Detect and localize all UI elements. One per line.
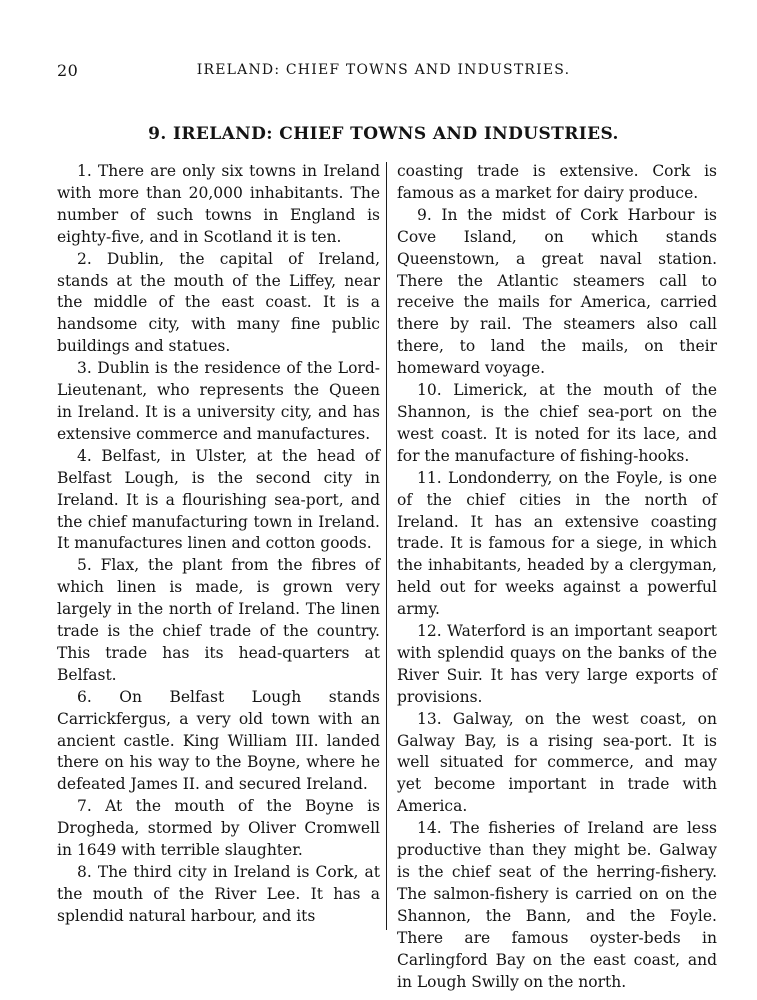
paragraph-8-continuation: coasting trade is extensive. Cork is famous as a market for dairy produce. — [397, 162, 717, 202]
paragraph-8: 8. The third city in Ireland is Cork, at the mouth of the River Lee. It has a splendid natural harbour, and its — [57, 863, 380, 925]
paragraph-7: 7. At the mouth of the Boyne is Drogheda, stormed by Oliver Cromwell in 1649 with terrible slaughter. — [57, 797, 380, 860]
paragraph-11: 11. Londonderry, on the Foyle, is one of the chief cities in the north of Ireland. It has an extensive coasting trade. It is famous for a siege, in which the inhabitants, headed by a clergyman, held out for weeks against a powerful army. — [397, 468, 717, 619]
section-title: 9. IRELAND: CHIEF TOWNS AND INDUSTRIES. — [148, 124, 619, 144]
paragraph-12: 12. Waterford is an important seaport with splendid quays on the banks of the River Suir. It has very large exports of provisions. — [397, 622, 717, 706]
paragraph-5: 5. Flax, the plant from the fibres of which linen is made, is grown very largely in the north of Ireland. The linen trade is the chief trade of the country. This trade has its head-quarters at Belfast. — [57, 556, 380, 684]
left-column — [57, 161, 380, 928]
right-column — [397, 161, 717, 993]
column-divider — [386, 162, 387, 930]
paragraph-2: 2. Dublin, the capital of Ireland, stands at the mouth of the Liffey, near the middle of the east coast. It is a handsome city, with many fine public buildings and statues. — [57, 249, 380, 356]
paragraph-4: 4. Belfast, in Ulster, at the head of Belfast Lough, is the second city in Ireland. It is a flourishing sea-port, and the chief manufacturing town in Ireland. It manufactures linen and cotton goods. — [57, 446, 380, 553]
running-head: IRELAND: CHIEF TOWNS AND INDUSTRIES. — [196, 62, 571, 78]
paragraph-13: 13. Galway, on the west coast, on Galway Bay, is a rising sea-port. It is well situated for commerce, and may yet become important in trade with America. — [397, 709, 717, 816]
page-number: 20 — [57, 61, 79, 80]
paragraph-3: 3. Dublin is the residence of the Lord-Lieutenant, who represents the Queen in Ireland. It is a university city, and has extensive commerce and manufactures. — [57, 359, 380, 443]
paragraph-10: 10. Limerick, at the mouth of the Shannon, is the chief sea-port on the west coast. It is noted for its lace, and for the manufacture of fishing-hooks. — [397, 381, 717, 465]
paragraph-1: 1. There are only six towns in Ireland with more than 20,000 inhabitants. The number of such towns in England is eighty-five, and in Scotland it is ten. — [57, 162, 380, 246]
paragraph-6: 6. On Belfast Lough stands Carrickfergus, a very old town with an ancient castle. King William III. landed there on his way to the Boyne, where he defeated James II. and secured Ireland. — [57, 687, 380, 794]
paragraph-9: 9. In the midst of Cork Harbour is Cove Island, on which stands Queenstown, a great naval station. There the Atlantic steamers call to receive the mails for America, carried there by rail. The steamers also call there, to land the mails, on their homeward voyage. — [397, 205, 717, 378]
paragraph-14: 14. The fisheries of Ireland are less productive than they might be. Galway is the chief seat of the herring-fishery. The salmon-fishery is carried on on the Shannon, the Bann, and the Foyle. There are famous oyster-beds in Carlingford Bay on the east coast, and in Lough Swilly on the north. — [397, 819, 717, 991]
